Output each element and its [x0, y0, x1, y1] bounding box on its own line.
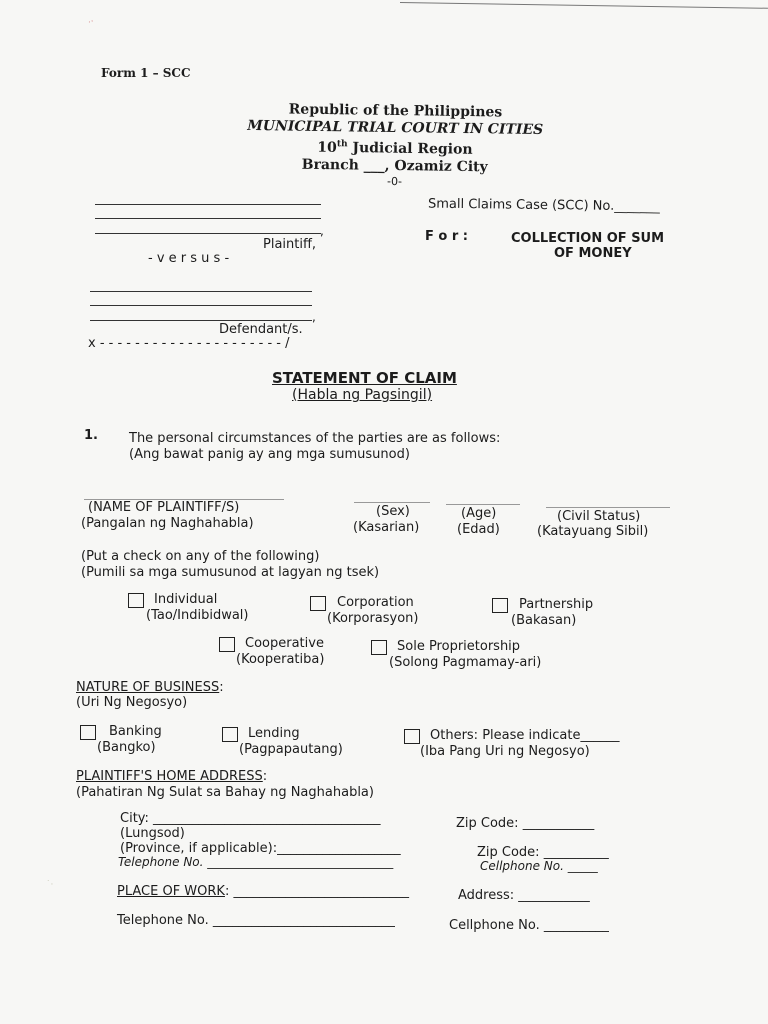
checkbox-individual[interactable]	[128, 593, 144, 608]
scan-edge-line	[400, 2, 768, 9]
plaintiff-line-1	[95, 204, 321, 205]
option-individual: Individual	[154, 592, 218, 607]
field-sex: (Sex)	[376, 504, 410, 519]
option-others: Others: Please indicate______	[430, 728, 620, 743]
address-label: PLAINTIFF'S HOME ADDRESS	[76, 769, 263, 784]
checkbox-others[interactable]	[404, 729, 420, 744]
work-label: PLACE OF WORK	[117, 884, 225, 899]
address-colon: :	[262, 769, 268, 784]
work-heading	[117, 884, 409, 899]
x-line: x - - - - - - - - - - - - - - - - - - - - - /	[88, 336, 290, 351]
comma: ,	[320, 224, 324, 238]
scan-mark-2: ˙·	[46, 880, 54, 890]
option-others-fil: (Iba Pang Uri ng Negosyo)	[420, 744, 590, 759]
nature-colon: :	[219, 680, 224, 695]
checkbox-partnership[interactable]	[492, 598, 508, 613]
document-subtitle: (Habla ng Pagsingil)	[292, 387, 433, 403]
check-instructions-en: (Put a check on any of the following)	[81, 549, 320, 564]
case-number: Small Claims Case (SCC) No._______	[427, 196, 660, 215]
province-field[interactable]: (Province, if applicable):___________________	[120, 841, 401, 856]
checkbox-cooperative[interactable]	[219, 637, 235, 652]
option-corporation-fil: (Korporasyon)	[327, 611, 419, 626]
versus-label: - v e r s u s -	[148, 251, 230, 266]
for-value-2: OF MONEY	[554, 246, 632, 261]
work-line[interactable]: : ___________________________	[224, 884, 409, 899]
scan-mark: ·ˑ	[88, 18, 94, 28]
option-sole-proprietorship: Sole Proprietorship	[397, 639, 521, 654]
option-lending: Lending	[248, 726, 300, 741]
option-partnership-fil: (Bakasan)	[511, 613, 577, 628]
for-value-1: COLLECTION OF SUM	[511, 231, 665, 246]
field-civil: (Civil Status)	[557, 509, 641, 524]
option-individual-fil: (Tao/Indibidwal)	[146, 608, 249, 623]
item-text-fil: (Ang bawat panig ay ang mga sumusunod)	[129, 447, 410, 462]
option-corporation: Corporation	[337, 595, 414, 610]
city-field[interactable]: City: ___________________________________	[120, 811, 381, 826]
zip-code-field-1[interactable]: Zip Code: ___________	[456, 816, 595, 831]
header-republic: Republic of the Philippines	[288, 101, 503, 121]
option-banking-fil: (Bangko)	[97, 740, 156, 755]
work-address-field[interactable]: Address: ___________	[458, 888, 590, 903]
address-heading	[76, 769, 267, 784]
defendant-line-1	[90, 291, 312, 292]
option-cooperative-fil: (Kooperatiba)	[236, 652, 325, 667]
region-rest: Judicial Region	[347, 139, 473, 158]
checkbox-lending[interactable]	[222, 727, 238, 742]
address-fil: (Pahatiran Ng Sulat sa Bahay ng Naghahabla)	[76, 785, 374, 800]
nature-heading	[76, 680, 224, 695]
civil-line	[546, 507, 670, 508]
check-instructions-fil: (Pumili sa mga sumusunod at lagyan ng tsek)	[81, 565, 380, 580]
sex-line	[354, 502, 430, 503]
work-telephone-field[interactable]: Telephone No. ____________________________	[117, 913, 395, 928]
header-divider: -0-	[386, 174, 403, 188]
defendant-line-3	[90, 320, 312, 321]
header-branch: Branch ___, Ozamiz City	[301, 156, 488, 175]
checkbox-sole-proprietorship[interactable]	[371, 640, 387, 655]
zip-code-field-2[interactable]: Zip Code: __________	[477, 845, 609, 860]
work-cellphone-field[interactable]: Cellphone No. __________	[449, 918, 609, 933]
item-text-en: The personal circumstances of the parties are as follows:	[129, 431, 501, 446]
header-court: MUNICIPAL TRIAL COURT IN CITIES	[247, 117, 544, 139]
defendant-label: Defendant/s.	[219, 322, 303, 337]
nature-fil: (Uri Ng Negosyo)	[76, 695, 188, 710]
form-id: Form 1 – SCC	[101, 66, 191, 80]
checkbox-banking[interactable]	[80, 725, 96, 740]
option-lending-fil: (Pagpapautang)	[239, 742, 343, 757]
lungsod-label: (Lungsod)	[120, 826, 185, 841]
document-title: STATEMENT OF CLAIM	[272, 369, 457, 387]
field-sex-fil: (Kasarian)	[353, 520, 420, 535]
age-line	[446, 504, 520, 505]
plaintiff-line-3	[95, 233, 321, 234]
defendant-line-2	[90, 305, 312, 306]
region-sup: th	[336, 139, 348, 150]
plaintiff-line-2	[95, 218, 321, 219]
field-name-fil: (Pangalan ng Naghahabla)	[81, 516, 254, 531]
for-label: F o r :	[425, 229, 468, 244]
checkbox-corporation[interactable]	[310, 596, 326, 611]
comma-2: ,	[312, 310, 316, 324]
cellphone-field[interactable]: Cellphone No. _____	[480, 859, 598, 873]
option-cooperative: Cooperative	[245, 636, 324, 651]
option-sole-proprietorship-fil: (Solong Pagmamay-ari)	[389, 655, 542, 670]
telephone-field[interactable]: Telephone No. _______________________________	[118, 855, 394, 869]
court-header	[199, 100, 590, 190]
option-banking: Banking	[109, 724, 162, 739]
item-number: 1.	[84, 428, 98, 443]
field-age-fil: (Edad)	[457, 522, 500, 537]
field-age: (Age)	[461, 506, 497, 521]
field-name: (NAME OF PLAINTIFF/S)	[88, 500, 240, 515]
nature-label: NATURE OF BUSINESS	[76, 680, 220, 695]
plaintiff-label: Plaintiff,	[263, 237, 317, 252]
region-num: 10	[317, 139, 337, 156]
field-civil-fil: (Katayuang Sibil)	[537, 524, 649, 539]
option-partnership: Partnership	[519, 597, 594, 612]
